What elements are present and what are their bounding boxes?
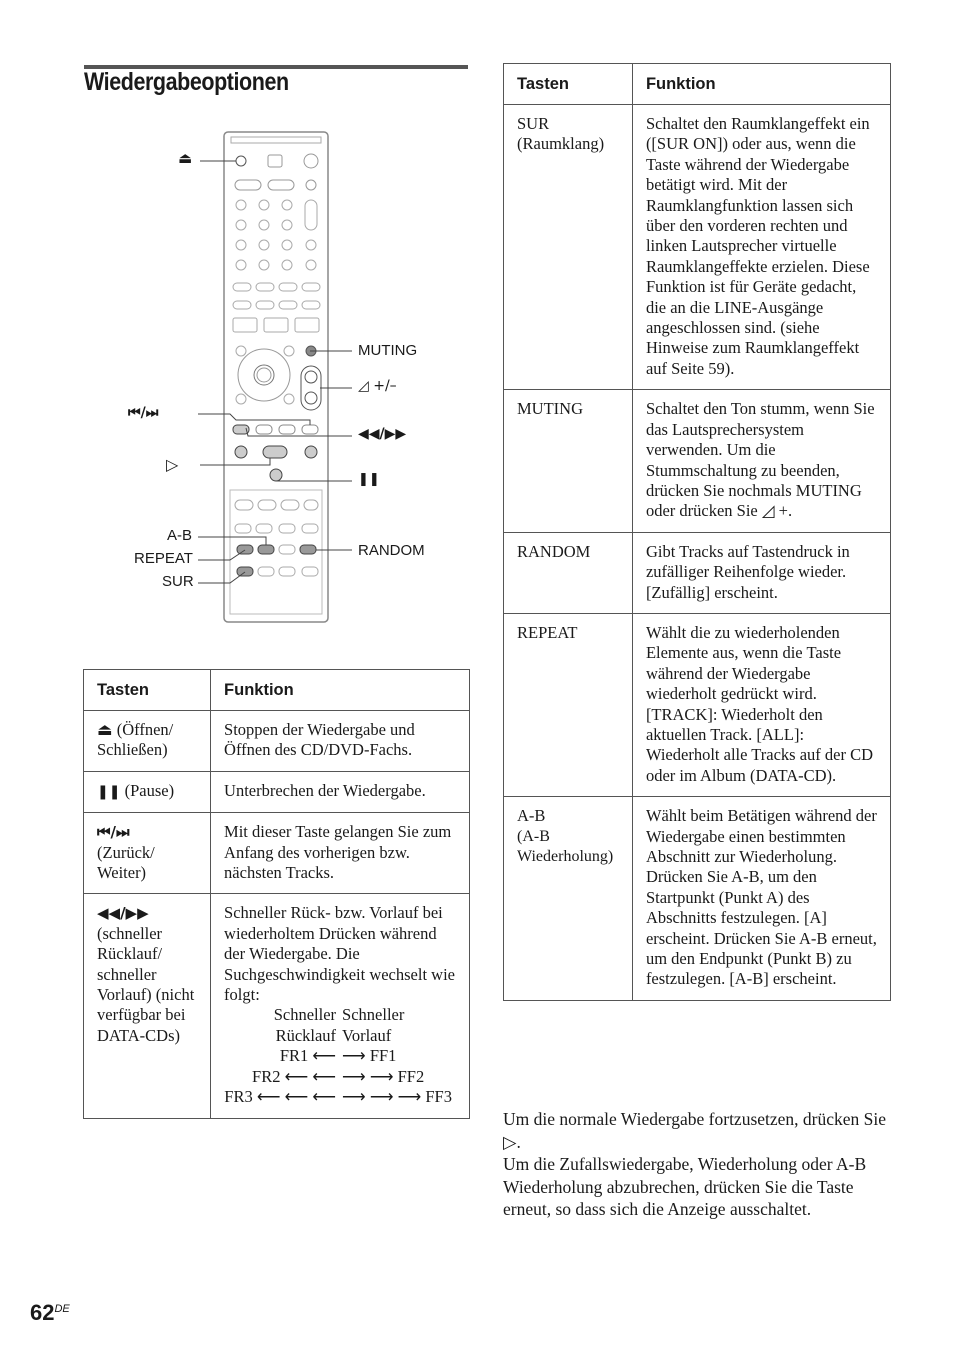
sur-label: SUR [162, 573, 194, 590]
table-header-row [504, 64, 891, 105]
play-label: ▷ [166, 455, 179, 474]
function-cell: Stoppen der Wiedergabe und Öffnen des CD/DVD-Fachs. [211, 711, 470, 772]
random-label: RANDOM [358, 542, 425, 559]
note-cancel: Um die Zufallswiedergabe, Wiederholung oder A-B Wiederholung abzubrechen, drücken Sie die Taste erneut, so dass sich die Anzeige ausschaltet. [503, 1154, 867, 1219]
page-number: 62DE [30, 1300, 70, 1325]
header-keys: Tasten [84, 670, 211, 711]
eject-label: ⏏ [178, 149, 193, 167]
table-row [504, 390, 891, 532]
function-cell: Mit dieser Taste gelangen Sie zum Anfang des vorherigen bzw. nächsten Tracks. [211, 813, 470, 894]
section-title: Wiedergabeoptionen [84, 68, 289, 96]
repeat-label: REPEAT [134, 550, 193, 567]
function-cell: Gibt Tracks auf Tastendruck in zufälliger Reihenfolge wieder. [Zufällig] erscheint. [632, 532, 890, 613]
volume-label: ◿ +/– [358, 378, 397, 394]
notes [503, 1108, 895, 1221]
table-row [84, 894, 470, 1118]
ab-label: A-B [167, 527, 193, 544]
key-cell: MUTING [504, 390, 633, 532]
function-cell: Schaltet den Raumklangeffekt ein ([SUR ON]) oder aus, wenn die Taste während der Wiedergabe betätigt wird. Mit der Raumklangfunktion lassen sich über den vorderen rechten und linken Lautsprecher virtuelle Raumklangeffekte erzielen. Diese Funktion ist für Geräte gedacht, die an die LINE-Ausgänge angeschlossen sind. (siehe Hinweise zum Raumklangeffekt auf Seite 59). [632, 105, 890, 390]
key-cell: ◀◀/▶▶ (schneller Rücklauf/ schneller Vorlauf) (nicht verfügbar bei DATA-CDs) [84, 894, 211, 1118]
skip-icon: ⏮/⏭ [97, 823, 130, 842]
function-cell: Schaltet den Ton stumm, wenn Sie das Lautsprechersystem verwenden. Um die Stummschaltung zu beenden, drücken Sie nochmals MUTING oder drücken Sie ◿ +. [632, 390, 890, 532]
key-cell: ⏏ (Öffnen/ Schließen) [84, 711, 211, 772]
header-function: Funktion [211, 670, 470, 711]
skip-label: ⏮/⏭ [128, 405, 159, 421]
table-row [84, 711, 470, 772]
header-keys: Tasten [504, 64, 633, 105]
table-row [504, 105, 891, 390]
key-cell: SUR (Raumklang) [504, 105, 633, 390]
table-row [504, 532, 891, 613]
right-function-table [503, 63, 891, 1001]
header-function: Funktion [632, 64, 890, 105]
table-row [84, 771, 470, 812]
speed-table: Schneller Rücklauf Schneller Vorlauf FR1 ⟵ ⟶ FF1 FR2 ⟵ ⟵ ⟶ ⟶ FF2 FR3 ⟵ ⟵ ⟵ ⟶ ⟶ ⟶ FF3 [224, 1005, 454, 1107]
speed-row: FR3 ⟵ ⟵ ⟵ ⟶ ⟶ ⟶ FF3 [224, 1087, 452, 1107]
page-lang: DE [54, 1303, 70, 1315]
pause-icon: ❚❚ [97, 783, 121, 800]
key-cell: ❚❚ (Pause) [84, 771, 211, 812]
key-cell: REPEAT [504, 613, 633, 796]
scan-icon: ◀◀/▶▶ [97, 904, 149, 923]
muting-label: MUTING [358, 342, 418, 359]
scan-label: ◀◀/▶▶ [358, 426, 407, 442]
key-cell: A-B (A-B Wiederholung) [504, 797, 633, 1001]
speed-row: FR2 ⟵ ⟵ ⟶ ⟶ FF2 [252, 1066, 425, 1086]
pause-label: ❚❚ [358, 472, 380, 487]
function-cell: Wählt beim Betätigen während der Wiedergabe einen bestimmten Abschnitt zur Wiederholung. Drücken Sie A-B, um den Startpunkt (Punkt A) des Abschnitts festzulegen. [A] erscheint. Drücken Sie A-B erneut, um den Endpunkt (Punkt B) zu festzulegen. [A-B] erscheint. [632, 797, 890, 1001]
function-cell: Unterbrechen der Wiedergabe. [211, 771, 470, 812]
function-cell: Schneller Rück- bzw. Vorlauf bei wiederholtem Drücken während der Wiedergabe. Die Suchgeschwindigkeit wechselt wie folgt: Schneller Rücklauf Schneller Vorlauf FR1 ⟵ ⟶ FF1 FR2 ⟵ ⟵ ⟶ ⟶ FF2 FR3 ⟵ ⟵ ⟵ ⟶ ⟶ ⟶ FF3 [211, 894, 470, 1118]
key-cell: RANDOM [504, 532, 633, 613]
table-row [504, 613, 891, 796]
key-cell: ⏮/⏭ (Zurück/ Weiter) [84, 813, 211, 894]
note-resume: Um die normale Wiedergabe fortzusetzen, drücken Sie ▷. [503, 1109, 887, 1152]
function-cell: Wählt die zu wiederholenden Elemente aus, wenn die Taste während der Wiedergabe wiederholt gedrückt wird. [TRACK]: Wiederholt den aktuellen Track. [ALL]: Wiederholt alle Tracks auf der CD oder im Album (DATA-CD). [632, 613, 890, 796]
speed-row: FR1 ⟵ ⟶ FF1 [279, 1046, 397, 1066]
left-function-table [83, 669, 470, 1119]
table-row [504, 797, 891, 1001]
eject-icon: ⏏ [97, 720, 113, 739]
table-row [84, 813, 470, 894]
table-header-row [84, 670, 470, 711]
